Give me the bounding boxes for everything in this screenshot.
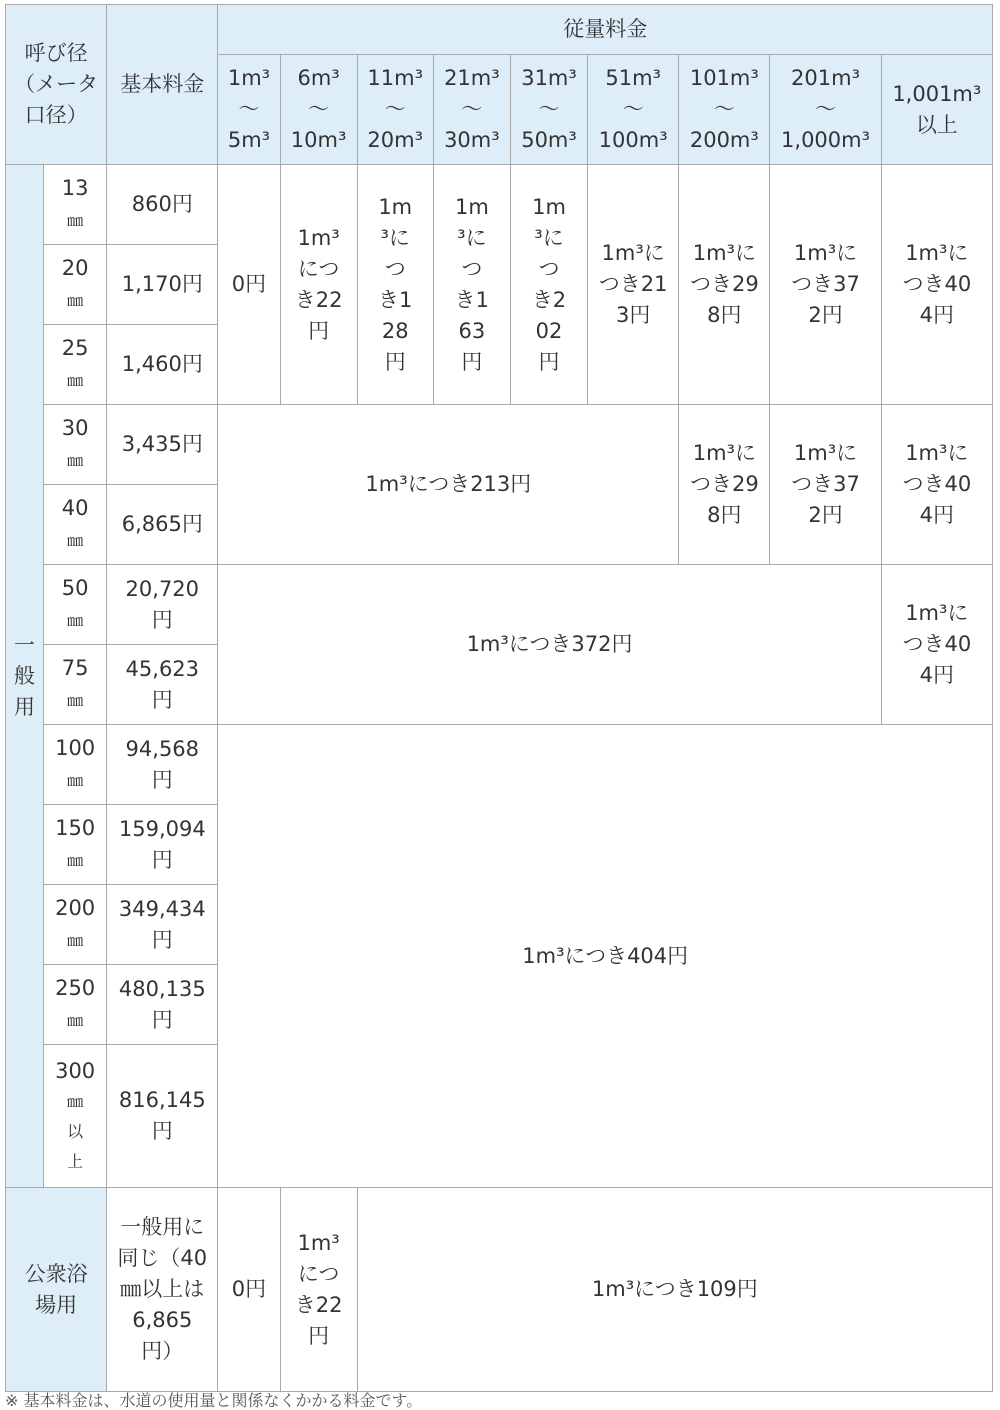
header-range: 201m³ ～ 1,000m³ bbox=[770, 55, 881, 165]
fee-cell: 1m³につき202円 bbox=[510, 165, 587, 405]
header-range: 51m³ ～ 100m³ bbox=[588, 55, 679, 165]
size-value: 250 bbox=[55, 976, 96, 1000]
size-unit: ㎜ bbox=[67, 451, 84, 470]
size-value: 30 bbox=[61, 416, 89, 440]
fee-cell: 1m³につき298円 bbox=[679, 165, 770, 405]
base-fee-cell: 349,434円 bbox=[107, 885, 218, 965]
header-range: 1m³ ～ 5m³ bbox=[218, 55, 280, 165]
size-cell bbox=[44, 565, 107, 645]
base-fee-cell: 480,135円 bbox=[107, 965, 218, 1045]
size-cell bbox=[44, 645, 107, 725]
size-value: 40 bbox=[61, 496, 89, 520]
base-fee-cell: 1,460円 bbox=[107, 325, 218, 405]
water-fee-table bbox=[5, 4, 993, 1392]
base-fee-cell: 94,568円 bbox=[107, 725, 218, 805]
size-unit: ㎜ bbox=[67, 611, 84, 630]
fee-cell: 0円 bbox=[218, 165, 280, 405]
fee-cell: 1m³につき372円 bbox=[770, 405, 881, 565]
base-fee-cell: 一般用に同じ（40㎜以上は6,865円） bbox=[107, 1188, 218, 1392]
size-cell bbox=[44, 485, 107, 565]
size-value: 75 bbox=[61, 656, 89, 680]
size-unit: ㎜ bbox=[67, 1011, 84, 1030]
base-fee-cell: 20,720円 bbox=[107, 565, 218, 645]
size-value: 150 bbox=[55, 816, 96, 840]
base-fee-cell: 816,145円 bbox=[107, 1045, 218, 1188]
fee-cell: 1m³につき163円 bbox=[433, 165, 510, 405]
base-fee-cell: 3,435円 bbox=[107, 405, 218, 485]
fee-cell: 1m³につき404円 bbox=[881, 405, 992, 565]
base-fee-cell: 45,623円 bbox=[107, 645, 218, 725]
base-fee-cell: 1,170円 bbox=[107, 245, 218, 325]
size-cell bbox=[44, 245, 107, 325]
size-value: 13 bbox=[61, 176, 89, 200]
size-value: 200 bbox=[55, 896, 96, 920]
fee-cell: 1m³につき213円 bbox=[218, 405, 679, 565]
size-cell bbox=[44, 165, 107, 245]
size-unit: ㎜ bbox=[67, 851, 84, 870]
size-unit: ㎜ bbox=[67, 531, 84, 550]
size-unit: ㎜ bbox=[67, 771, 84, 790]
size-value: 50 bbox=[61, 576, 89, 600]
fee-cell: 1m³につき22円 bbox=[280, 1188, 357, 1392]
fee-cell: 0円 bbox=[218, 1188, 280, 1392]
fee-cell: 1m³につき372円 bbox=[218, 565, 881, 725]
fee-cell: 1m³につき22円 bbox=[280, 165, 357, 405]
fee-cell: 1m³につき372円 bbox=[770, 165, 881, 405]
size-unit: ㎜ bbox=[67, 691, 84, 710]
fee-cell: 1m³につき404円 bbox=[881, 565, 992, 725]
header-range: 11m³ ～ 20m³ bbox=[357, 55, 433, 165]
fee-cell: 1m³につき298円 bbox=[679, 405, 770, 565]
header-range: 1,001m³ 以上 bbox=[881, 55, 992, 165]
header-range: 101m³ ～ 200m³ bbox=[679, 55, 770, 165]
size-value: 300 bbox=[55, 1058, 96, 1083]
footnote bbox=[5, 1391, 995, 1410]
size-unit: ㎜ bbox=[67, 211, 84, 230]
size-cell bbox=[44, 405, 107, 485]
size-cell bbox=[44, 725, 107, 805]
size-unit: ㎜ bbox=[67, 371, 84, 390]
fee-cell: 1m³につき109円 bbox=[357, 1188, 992, 1392]
size-value: 100 bbox=[55, 736, 96, 760]
size-unit: ㎜ bbox=[67, 291, 84, 310]
footnote-text: ※ 基本料金は、水道の使用量と関係なくかかる料金です。 bbox=[5, 1391, 423, 1410]
fee-cell: 1m³につき404円 bbox=[881, 165, 992, 405]
fee-cell: 1m³につき128円 bbox=[357, 165, 433, 405]
header-range: 31m³ ～ 50m³ bbox=[510, 55, 587, 165]
size-unit: ㎜以上 bbox=[67, 1091, 84, 1171]
header-base-fee: 基本料金 bbox=[107, 5, 218, 165]
size-cell bbox=[44, 325, 107, 405]
base-fee-cell: 159,094円 bbox=[107, 805, 218, 885]
size-cell bbox=[44, 1045, 107, 1188]
fee-cell: 1m³につき404円 bbox=[218, 725, 993, 1188]
base-fee-cell: 860円 bbox=[107, 165, 218, 245]
size-value: 25 bbox=[61, 336, 89, 360]
fee-cell: 1m³につき213円 bbox=[588, 165, 679, 405]
size-value: 20 bbox=[61, 256, 89, 280]
header-range: 21m³ ～ 30m³ bbox=[433, 55, 510, 165]
row-group-public-bath: 公衆浴場用 bbox=[6, 1188, 107, 1392]
size-cell bbox=[44, 805, 107, 885]
size-unit: ㎜ bbox=[67, 931, 84, 950]
size-cell bbox=[44, 885, 107, 965]
header-range: 6m³ ～ 10m³ bbox=[280, 55, 357, 165]
base-fee-cell: 6,865円 bbox=[107, 485, 218, 565]
size-cell bbox=[44, 965, 107, 1045]
header-diameter: 呼び径 （メータ口径） bbox=[6, 5, 107, 165]
row-group-general: 一般用 bbox=[6, 165, 44, 1188]
header-usage-fee: 従量料金 bbox=[218, 5, 993, 55]
